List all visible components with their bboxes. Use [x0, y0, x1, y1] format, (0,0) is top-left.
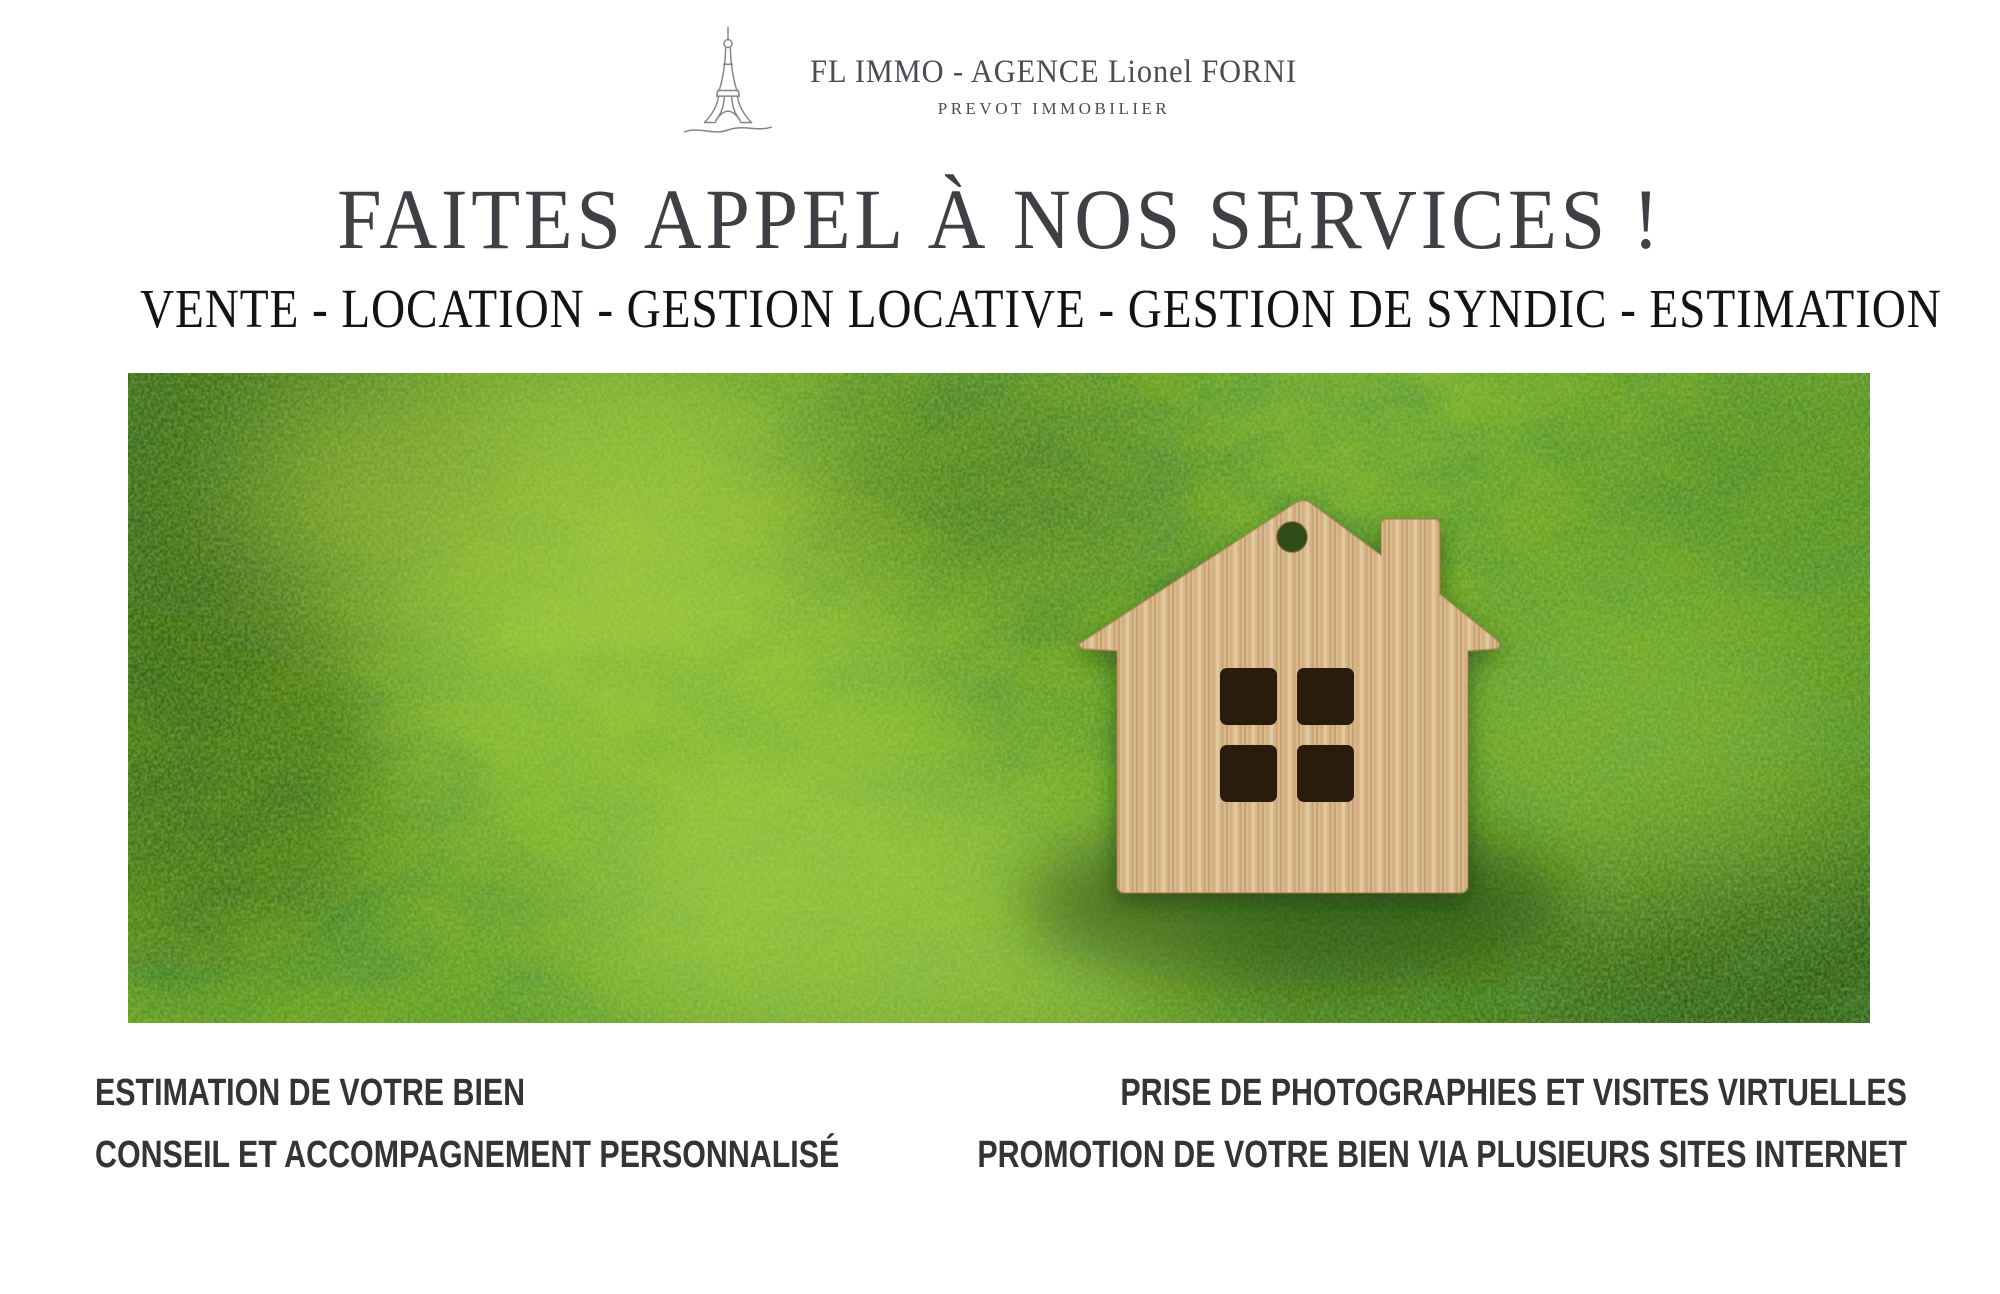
logo-text-block: [789, 54, 1318, 119]
eiffel-tower-icon: [681, 24, 775, 142]
service-item: ESTIMATION DE VOTRE BIEN: [95, 1072, 526, 1114]
service-item: PROMOTION DE VOTRE BIEN VIA PLUSIEURS SITES INTERNET: [977, 1134, 1907, 1176]
service-item: CONSEIL ET ACCOMPAGNEMENT PERSONNALISÉ: [95, 1134, 840, 1176]
agency-name: FL IMMO - AGENCE Lionel FORNI: [810, 54, 1298, 90]
services-list-right: [977, 1062, 1907, 1186]
services-subheading: VENTE - LOCATION - GESTION LOCATIVE - GESTION DE SYNDIC - ESTIMATION: [140, 278, 1942, 339]
moss-house-photo: [128, 373, 1870, 1023]
house-hanging-hole: [1277, 522, 1307, 552]
agency-tagline: PREVOT IMMOBILIER: [937, 99, 1171, 118]
agency-logo: [0, 24, 2000, 142]
main-heading: FAITES APPEL À NOS SERVICES !: [337, 171, 1663, 267]
moss-background: [128, 373, 1870, 1023]
service-item: PRISE DE PHOTOGRAPHIES ET VISITES VIRTUELLES: [1120, 1072, 1907, 1114]
services-list-left: [95, 1062, 839, 1186]
